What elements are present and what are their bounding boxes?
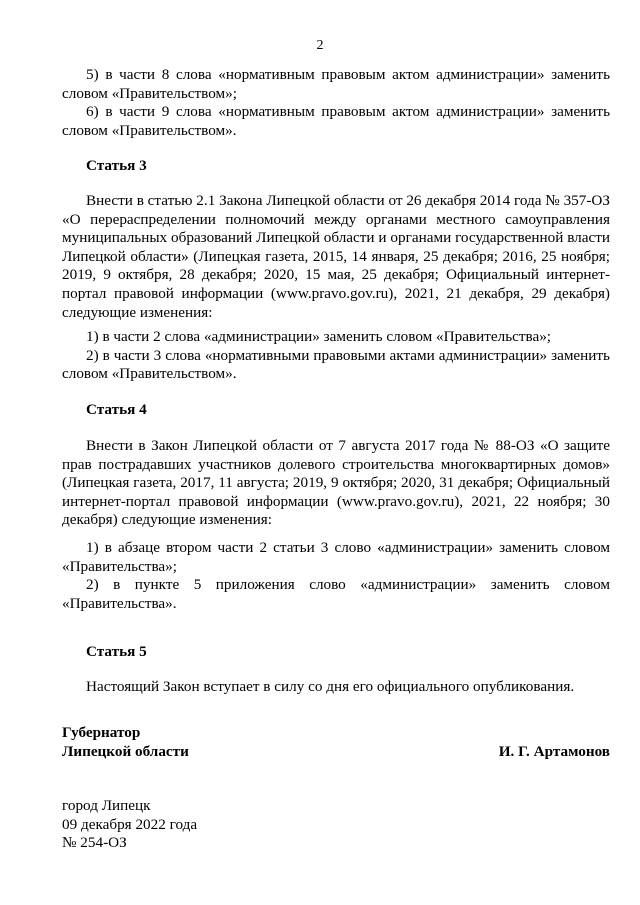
signature-title-line2: Липецкой области	[62, 742, 189, 760]
list-item: 1) в части 2 слова «администрации» заменить словом «Правительства»;	[86, 328, 552, 345]
article3-intro-text: Внести в статью 2.1 Закона Липецкой области от 26 декабря 2014 года № 357-ОЗ «О перераспределении полномочий между органами местного самоуправления муниципальных образований Липецкой области и органами государственной власти Липецкой области» (Липецкая газета, 2015, 14 января, 25 декабря; 2016, 25 ноября; 2019, 9 октября, 28 декабря; 2020, 15 мая, 25 декабря; Официальный интернет-портал правовой информации (www.pravo.gov.ru), 2021, 21 декабря, 29 декабря) следующие изменения:	[62, 192, 610, 321]
article3-intro	[62, 192, 610, 322]
page-number: 2	[316, 38, 324, 53]
list-item: 5) в части 8 слова «нормативным правовым актом администрации» заменить словом «Правительством»;	[62, 66, 610, 102]
signature-title-line1: Губернатор	[62, 724, 141, 741]
list-item: 1) в абзаце втором части 2 статьи 3 слово «администрации» заменить словом «Правительства»;	[62, 539, 610, 575]
list-item: 2) в пункте 5 приложения слово «администрации» заменить словом «Правительства».	[62, 576, 610, 612]
article4-intro	[62, 437, 610, 530]
article5-text: Настоящий Закон вступает в силу со дня его официального опубликования.	[86, 678, 575, 695]
list-item: 2) в части 3 слова «нормативными правовыми актами администрации» заменить словом «Правительством».	[62, 346, 610, 383]
article5-heading: Статья 5	[86, 643, 147, 660]
items-top	[62, 66, 610, 140]
article4-items	[62, 539, 610, 613]
footer-city: город Липецк	[62, 797, 151, 814]
article4-intro-text: Внести в Закон Липецкой области от 7 августа 2017 года № 88-ОЗ «О защите прав пострадавших участников долевого строительства многоквартирных домов» (Липецкая газета, 2017, 11 августа; 2019, 9 октября; 2020, 31 декабря; Официальный интернет-портал правовой информации (www.pravo.gov.ru), 2021, 22 ноября; 30 декабря) следующие изменения:	[62, 437, 610, 529]
article5-body	[62, 678, 610, 697]
document-footer	[62, 797, 197, 853]
signature-name: И. Г. Артамонов	[498, 743, 610, 760]
list-item: 6) в части 9 слова «нормативным правовым актом администрации» заменить словом «Правительством».	[62, 103, 610, 139]
signature-title	[62, 724, 189, 761]
article3-items	[62, 328, 610, 384]
footer-date: 09 декабря 2022 года	[62, 815, 198, 833]
article3-heading: Статья 3	[86, 157, 147, 174]
footer-number: № 254-ОЗ	[62, 834, 127, 852]
article4-heading: Статья 4	[86, 401, 147, 418]
